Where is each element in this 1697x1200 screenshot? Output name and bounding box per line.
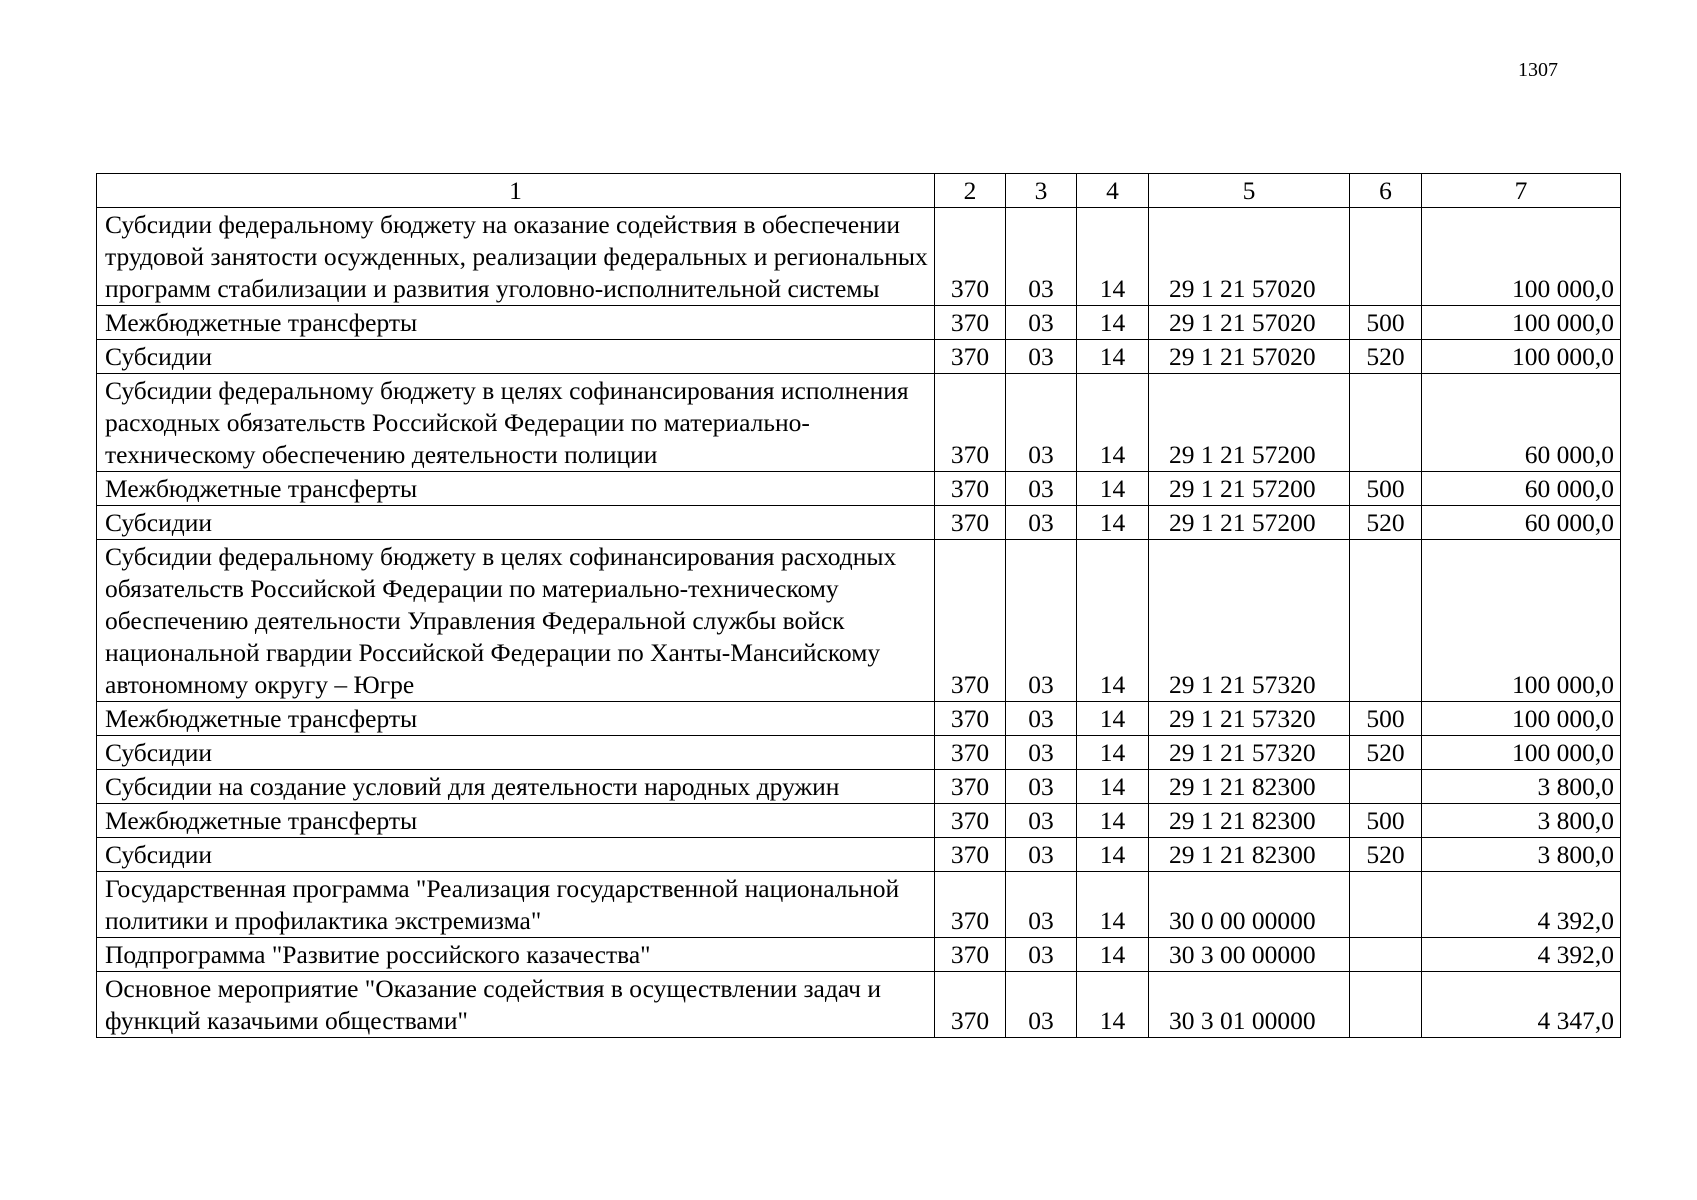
expense-type-cell: 500	[1350, 702, 1422, 736]
table-row	[97, 208, 1621, 306]
subsection-code-cell: 14	[1077, 374, 1149, 472]
target-article-cell: 29 1 21 57320	[1149, 736, 1350, 770]
amount-cell: 100 000,0	[1422, 736, 1621, 770]
target-article-cell: 30 3 01 00000	[1149, 972, 1350, 1038]
table-row	[97, 972, 1621, 1038]
target-article-cell: 29 1 21 57200	[1149, 506, 1350, 540]
target-article-cell: 29 1 21 57320	[1149, 702, 1350, 736]
expense-type-cell: 520	[1350, 506, 1422, 540]
table-row	[97, 540, 1621, 702]
section-code-cell: 03	[1006, 736, 1077, 770]
section-code-cell: 03	[1006, 838, 1077, 872]
admin-code-cell: 370	[935, 938, 1006, 972]
admin-code-cell: 370	[935, 340, 1006, 374]
subsection-code-cell: 14	[1077, 506, 1149, 540]
amount-cell: 60 000,0	[1422, 472, 1621, 506]
subsection-code-cell: 14	[1077, 340, 1149, 374]
table-row	[97, 702, 1621, 736]
target-article-cell: 29 1 21 82300	[1149, 838, 1350, 872]
admin-code-cell: 370	[935, 374, 1006, 472]
section-code-cell: 03	[1006, 770, 1077, 804]
expense-type-cell	[1350, 972, 1422, 1038]
admin-code-cell: 370	[935, 872, 1006, 938]
subsection-code-cell: 14	[1077, 770, 1149, 804]
admin-code-cell: 370	[935, 702, 1006, 736]
section-code-cell: 03	[1006, 374, 1077, 472]
amount-cell: 60 000,0	[1422, 374, 1621, 472]
section-code-cell: 03	[1006, 972, 1077, 1038]
target-article-cell: 29 1 21 82300	[1149, 804, 1350, 838]
subsection-code-cell: 14	[1077, 540, 1149, 702]
item-name-cell: Субсидии	[97, 340, 935, 374]
admin-code-cell: 370	[935, 736, 1006, 770]
item-name-cell: Государственная программа "Реализация государственной национальной политики и профилактика экстремизма"	[97, 872, 935, 938]
amount-cell: 100 000,0	[1422, 702, 1621, 736]
subsection-code-cell: 14	[1077, 472, 1149, 506]
target-article-cell: 29 1 21 57020	[1149, 208, 1350, 306]
column-header: 5	[1149, 174, 1350, 208]
section-code-cell: 03	[1006, 506, 1077, 540]
table-row	[97, 938, 1621, 972]
table-row	[97, 872, 1621, 938]
budget-table	[96, 173, 1621, 1038]
amount-cell: 4 347,0	[1422, 972, 1621, 1038]
expense-type-cell	[1350, 208, 1422, 306]
item-name-cell: Субсидии федеральному бюджету на оказание содействия в обеспечении трудовой занятости осужденных, реализации федеральных и региональных программ стабилизации и развития уголовно-исполнительной системы	[97, 208, 935, 306]
item-name-cell: Межбюджетные трансферты	[97, 472, 935, 506]
admin-code-cell: 370	[935, 540, 1006, 702]
column-header: 3	[1006, 174, 1077, 208]
expense-type-cell: 520	[1350, 736, 1422, 770]
table-row	[97, 306, 1621, 340]
subsection-code-cell: 14	[1077, 208, 1149, 306]
target-article-cell: 29 1 21 57320	[1149, 540, 1350, 702]
admin-code-cell: 370	[935, 306, 1006, 340]
table-row	[97, 838, 1621, 872]
section-code-cell: 03	[1006, 804, 1077, 838]
item-name-cell: Субсидии	[97, 736, 935, 770]
item-name-cell: Подпрограмма "Развитие российского казачества"	[97, 938, 935, 972]
admin-code-cell: 370	[935, 506, 1006, 540]
target-article-cell: 29 1 21 82300	[1149, 770, 1350, 804]
table-row	[97, 472, 1621, 506]
amount-cell: 100 000,0	[1422, 306, 1621, 340]
expense-type-cell	[1350, 770, 1422, 804]
item-name-cell: Межбюджетные трансферты	[97, 702, 935, 736]
admin-code-cell: 370	[935, 770, 1006, 804]
item-name-cell: Межбюджетные трансферты	[97, 804, 935, 838]
target-article-cell: 30 3 00 00000	[1149, 938, 1350, 972]
table-row	[97, 770, 1621, 804]
amount-cell: 4 392,0	[1422, 872, 1621, 938]
amount-cell: 100 000,0	[1422, 208, 1621, 306]
target-article-cell: 29 1 21 57200	[1149, 472, 1350, 506]
item-name-cell: Субсидии на создание условий для деятельности народных дружин	[97, 770, 935, 804]
expense-type-cell	[1350, 872, 1422, 938]
section-code-cell: 03	[1006, 872, 1077, 938]
item-name-cell: Субсидии федеральному бюджету в целях софинансирования расходных обязательств Российской Федерации по материально-техническому обеспечению деятельности Управления Федеральной службы войск национальной гвардии Российской Федерации по Ханты-Мансийскому автономному округу – Югре	[97, 540, 935, 702]
subsection-code-cell: 14	[1077, 804, 1149, 838]
column-header: 7	[1422, 174, 1621, 208]
admin-code-cell: 370	[935, 804, 1006, 838]
subsection-code-cell: 14	[1077, 838, 1149, 872]
table-row	[97, 340, 1621, 374]
item-name-cell: Межбюджетные трансферты	[97, 306, 935, 340]
target-article-cell: 29 1 21 57020	[1149, 306, 1350, 340]
table-header-row	[97, 174, 1621, 208]
amount-cell: 100 000,0	[1422, 340, 1621, 374]
amount-cell: 3 800,0	[1422, 838, 1621, 872]
section-code-cell: 03	[1006, 938, 1077, 972]
subsection-code-cell: 14	[1077, 872, 1149, 938]
expense-type-cell	[1350, 938, 1422, 972]
column-header: 2	[935, 174, 1006, 208]
column-header: 4	[1077, 174, 1149, 208]
expense-type-cell	[1350, 374, 1422, 472]
expense-type-cell: 500	[1350, 306, 1422, 340]
expense-type-cell: 520	[1350, 838, 1422, 872]
column-header: 1	[97, 174, 935, 208]
section-code-cell: 03	[1006, 702, 1077, 736]
target-article-cell: 29 1 21 57020	[1149, 340, 1350, 374]
admin-code-cell: 370	[935, 972, 1006, 1038]
item-name-cell: Субсидии	[97, 838, 935, 872]
table-row	[97, 506, 1621, 540]
admin-code-cell: 370	[935, 838, 1006, 872]
section-code-cell: 03	[1006, 540, 1077, 702]
section-code-cell: 03	[1006, 340, 1077, 374]
expense-type-cell	[1350, 540, 1422, 702]
table-row	[97, 374, 1621, 472]
target-article-cell: 29 1 21 57200	[1149, 374, 1350, 472]
expense-type-cell: 520	[1350, 340, 1422, 374]
amount-cell: 3 800,0	[1422, 770, 1621, 804]
column-header: 6	[1350, 174, 1422, 208]
page-number: 1307	[1518, 59, 1558, 81]
subsection-code-cell: 14	[1077, 972, 1149, 1038]
expense-type-cell: 500	[1350, 804, 1422, 838]
amount-cell: 3 800,0	[1422, 804, 1621, 838]
item-name-cell: Субсидии	[97, 506, 935, 540]
amount-cell: 60 000,0	[1422, 506, 1621, 540]
admin-code-cell: 370	[935, 472, 1006, 506]
target-article-cell: 30 0 00 00000	[1149, 872, 1350, 938]
section-code-cell: 03	[1006, 472, 1077, 506]
table-body	[97, 208, 1621, 1038]
amount-cell: 100 000,0	[1422, 540, 1621, 702]
section-code-cell: 03	[1006, 306, 1077, 340]
subsection-code-cell: 14	[1077, 306, 1149, 340]
table-row	[97, 736, 1621, 770]
section-code-cell: 03	[1006, 208, 1077, 306]
admin-code-cell: 370	[935, 208, 1006, 306]
item-name-cell: Основное мероприятие "Оказание содействия в осуществлении задач и функций казачьими обществами"	[97, 972, 935, 1038]
amount-cell: 4 392,0	[1422, 938, 1621, 972]
subsection-code-cell: 14	[1077, 736, 1149, 770]
subsection-code-cell: 14	[1077, 938, 1149, 972]
item-name-cell: Субсидии федеральному бюджету в целях софинансирования исполнения расходных обязательств Российской Федерации по материально-техническому обеспечению деятельности полиции	[97, 374, 935, 472]
expense-type-cell: 500	[1350, 472, 1422, 506]
table-row	[97, 804, 1621, 838]
subsection-code-cell: 14	[1077, 702, 1149, 736]
